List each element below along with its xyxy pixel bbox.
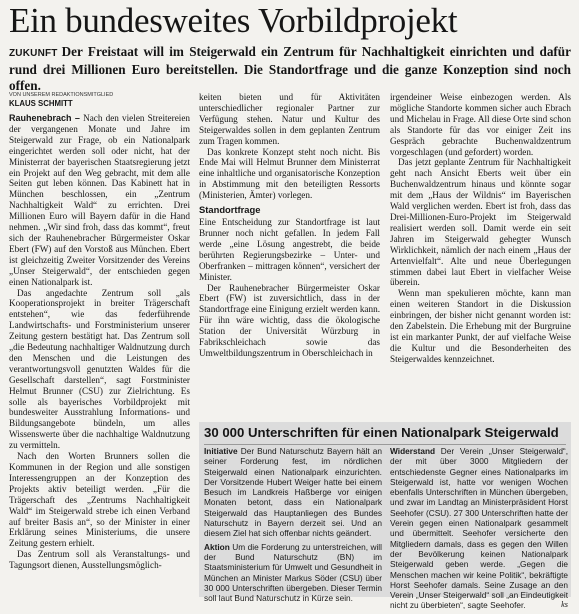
article-paragraph: Nach den Worten Brunners sollen die Kommunen in der Region und alle sonstigen Interessengruppen an der Konzeption des Projekts aktiv beteiligt werden. „Für die Trägerschaft des „Zentrums Nachhaltigkeit Wald“ im Steigerwald strebe ich einen Verband auf breiter Basis an“, so der Minister in einer Erklärung seines Ministeriums, die unsere Zeitung gestern erhielt.: [9, 451, 190, 549]
infobox-column-2: [390, 446, 568, 614]
infobox-paragraph: [204, 542, 382, 604]
article-paragraph: irgendeiner Weise einbezogen werden. Als mögliche Standorte kommen sicher auch Ebrach und Michelau in Frage. All diese Orte sind schon als Standorte für das vor einiger Zeit ins Gespräch gebrachte Buchenwaldzentrum vorgeschlagen (und gefordert) worden.: [390, 92, 571, 157]
article-paragraph: Eine Entscheidung zur Standortfrage ist laut Brunner noch nicht gefallen. In jedem Fall werde „eine Lösung angestrebt, die beide berührten Regierungsbezirke – Unter- und Oberfranken – mittragen können“, versichert der Minister.: [199, 217, 380, 282]
article-paragraph: Das jetzt geplante Zentrum für Nachhaltigkeit geht nach Ansicht Eberts weit über ein Buchenwaldzentrum hinaus und könnte sogar mit dem „Haus der Wildnis“ im Bayerischen Wald verglichen werden. Ebert ist froh, dass das Drei-Millionen-Euro-Projekt im Steigerwald realisiert werden soll. Damit werde ein seit Jahren im Steigerwald gehegter Wunsch Wirklichkeit, nämlich der nach einem „Haus der Artenvielfalt“. Alte und neue Überlegungen stimmen dabei laut Ebert in vielfacher Weise überein.: [390, 157, 571, 288]
lead-paragraph: [9, 44, 571, 94]
infobox-text: Der Verein „Unser Steigerwald“, der mit über 3000 Mitgliedern der entschiedenste Gegner eines Nationalparks im Steigerwald ist, hatte vor wenigen Wochen ebenfalls Unterschriften in München übergeben, und zwar im Landtag an Ministerpräsident Horst Seehofer (CSU). 27 300 Unterschriften hatte der Verein gegen einen Nationalpark gesammelt und übermittelt. Seehofer versicherte den Mitgliedern damals, dass es gegen den Willen der Bevölkerung keinen Nationalpark Steigerwald geben werde. „Gegen die Menschen machen wir keine Politik“, bekräftigte Horst Seehofer damals. Seine Zusage an den Verein „Unser Steigerwald“ soll „an Eindeutigkeit nicht zu überbieten“, sagte Seehofer.: [390, 446, 569, 611]
article-paragraph: Das angedachte Zentrum soll „als Kooperationsprojekt in breiter Trägerschaft entstehen“, wie das federführende Landwirtschafts- und Forstministerium unserer Zeitung gestern bestätigt hat. Das Zentrum soll „die Bedeutung nachhaltiger Waldnutzung durch den Menschen und die Leistungen des verantwortungsvoll genutzten Waldes für die Gesellschaft darstellen“, sagt Forstminister Helmut Brunner (CSU) zur Zielrichtung. Es solle als bayerisches Vorbildprojekt mit bundesweiter Ausstrahlung Informations- und Bildungsangebote bündeln, um alles Wissenswerte über die nachhaltige Waldnutzung zu vermitteln.: [9, 287, 190, 451]
infobox-text: Um die Forderung zu unterstreichen, will der Bund Naturschutz (BN) im Staatsministerium für Umwelt und Gesundheit in München an Minister Markus Söder (CSU) über 30 000 Unterschriften übergeben. Dieser Termin soll laut Bund Naturschutz in Kürze sein.: [204, 541, 382, 604]
article-paragraph: Wenn man spekulieren möchte, kann man einen weiteren Standort in die Diskussion einbringen, der bisher nicht genannt worden ist: den Zabelstein. Die Erhebung mit der Burgruine ist ein markanter Punkt, der auf vielfache Weise die Kultur und die Besonderheiten des Steigerwaldes kennzeichnet.: [390, 288, 571, 364]
paragraph-text: Nach den vielen Streitereien der vergangenen Monate und Jahre im Steigerwald zur Frage, ob ein Nationalpark eingerichtet werden soll oder nicht, hat der Ministerrat der bayerischen Staatsregierung jetzt ein Projekt auf den Weg gebracht, mit dem alle Seiten gut leben können. Das Kabinett hat in München beschlossen, ein „Zentrum Nachhaltigkeit Wald“ zu errichten. Drei Millionen Euro will Bayern dafür in die Hand nehmen. „Wir sind froh, dass das kommt“, freut sich der Rauhenebracher Bürgermeister Oskar Ebert (FW) auf den Vorstoß aus München. Ebert ist gleichzeitig Zweiter Vorsitzender des Vereins „Unser Steigerwald“, der entschieden gegen einen Nationalpark ist.: [9, 113, 190, 287]
kicker: ZUKUNFT: [9, 48, 58, 59]
infobox-label: Initiative: [204, 446, 238, 456]
article-column-1: [9, 92, 190, 595]
infobox-title: 30 000 Unterschriften für einen Nationalpark Steigerwald: [204, 425, 566, 445]
infobox: [199, 422, 571, 611]
headline: Ein bundesweites Vorbildprojekt: [9, 1, 458, 40]
subheading: Standortfrage: [199, 204, 261, 216]
infobox-text: Der Bund Naturschutz Bayern hält an seiner Forderung fest, im nördlichen Steigerwald einen Nationalpark einzurichten. Der Vorsitzende Hubert Weiger hatte bei einem Besuch im Landkreis Haßberge vor einigen Monaten betont, dass ein Nationalpark Steigerwald das Hauptanliegen des Bundes Naturschutz in Bayern derzeit sei. Und an diesem Ziel hat sich offenbar nichts geändert.: [204, 446, 382, 539]
infobox-paragraph: [390, 446, 568, 611]
author-initials: ks: [561, 600, 568, 610]
infobox-label: Aktion: [204, 541, 230, 552]
infobox-paragraph: [204, 446, 382, 539]
article-paragraph: Das konkrete Konzept steht noch nicht. Bis Ende Mai will Helmut Brunner dem Ministerrat eine inhaltliche und organisatorische Konzeption in Abstimmung mit den beteiligten Ressorts (Ministerien, Ämter) vorlegen.: [199, 146, 380, 201]
article-paragraph: Der Rauhenebracher Bürgermeister Oskar Ebert (FW) ist zuversichtlich, dass in der Standortfrage eine Einigung erzielt werden kann. Für ihn wäre wichtig, dass die ökologische Station der Universität Würzburg in Fabrikschleichach sowie das Umweltbildungszentrum in Oberschleichach in: [199, 282, 380, 358]
lead-text: Der Freistaat will im Steigerwald ein Zentrum für Nachhaltigkeit einrichten und dafür rund drei Millionen Euro bereitstellen. Die Standortfrage und die ganze Konzeption sind noch offen.: [9, 44, 571, 93]
infobox-column-1: [204, 446, 382, 606]
article-paragraph: [9, 113, 190, 288]
article-paragraph: Das Zentrum soll als Veranstaltungs- und Tagungsort dienen, Ausstellungsmöglich-: [9, 549, 190, 571]
byline-label: VON UNSEREM REDAKTIONSMITGLIED: [9, 92, 114, 98]
byline-author: KLAUS SCHMITT: [9, 99, 73, 108]
article-paragraph: keiten bieten und für Aktivitäten unterschiedlicher regionaler Partner zur Verfügung stehen. Natur und Kultur des Steigerwaldes sollen in dem geplanten Zentrum zum Tragen kommen.: [199, 92, 380, 146]
infobox-label: Widerstand: [390, 446, 436, 456]
dateline: Rauhenebrach –: [9, 113, 80, 123]
